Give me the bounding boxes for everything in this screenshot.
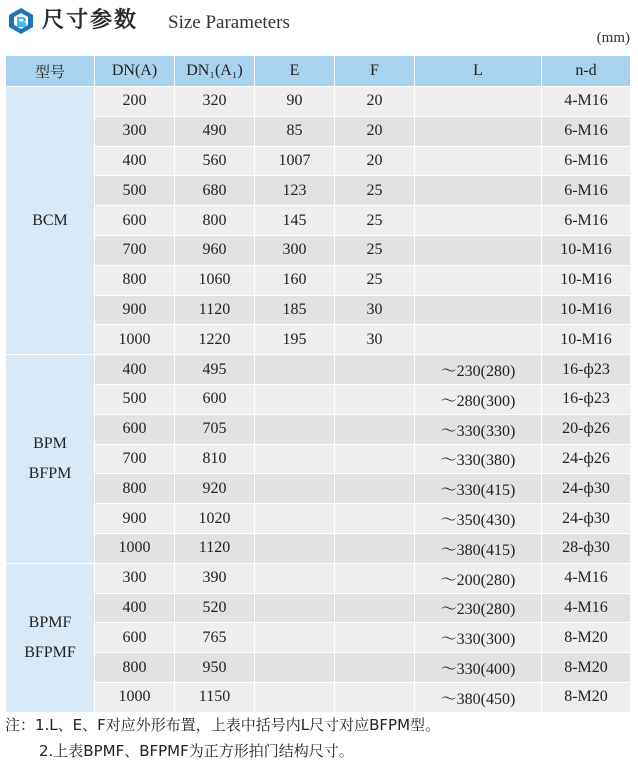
table-cell: 700	[95, 235, 175, 265]
table-cell: 520	[175, 593, 255, 623]
table-cell: 1150	[175, 682, 255, 712]
note-line-2: 2.上表BPMF、BFPMF为正方形拍门结构尺寸。	[39, 742, 354, 760]
note-line-1: 注：1.L、E、F对应外形布置，上表中括号内L尺寸对应BFPM型。	[5, 716, 441, 734]
column-header: 型号	[6, 56, 95, 87]
table-cell: 1020	[175, 504, 255, 534]
table-header-row	[6, 56, 631, 87]
table-cell: 10-M16	[542, 235, 631, 265]
table-cell	[255, 593, 335, 623]
table-cell: 6-M16	[542, 146, 631, 176]
table-cell: ～380(450)	[415, 682, 542, 712]
brand-logo-icon	[6, 6, 36, 36]
model-cell	[6, 563, 95, 712]
table-cell: 1220	[175, 325, 255, 355]
table-cell: ～380(415)	[415, 533, 542, 563]
column-header: n-d	[542, 56, 631, 87]
table-cell	[255, 384, 335, 414]
table-row	[6, 504, 631, 534]
table-cell: 400	[95, 593, 175, 623]
table-cell: 24-ф26	[542, 444, 631, 474]
table-cell: 400	[95, 146, 175, 176]
table-cell: 490	[175, 116, 255, 146]
notes	[5, 712, 440, 764]
title-chinese: 尺寸参数	[42, 8, 139, 33]
table-cell	[335, 384, 415, 414]
table-cell: 810	[175, 444, 255, 474]
table-cell: 300	[95, 563, 175, 593]
table-cell	[335, 533, 415, 563]
table-cell: 185	[255, 295, 335, 325]
section-header	[6, 4, 632, 38]
table-cell: 30	[335, 325, 415, 355]
model-name: BFPM	[28, 464, 72, 482]
table-row	[6, 176, 631, 206]
table-row	[6, 206, 631, 236]
table-cell: 400	[95, 355, 175, 385]
table-cell: 8-M20	[542, 653, 631, 683]
table-cell: 4-M16	[542, 593, 631, 623]
table-cell: 960	[175, 235, 255, 265]
column-header: L	[415, 56, 542, 87]
table-cell: 800	[95, 653, 175, 683]
table-cell: 600	[95, 623, 175, 653]
table-cell: 145	[255, 206, 335, 236]
table-cell	[255, 563, 335, 593]
table-cell	[335, 623, 415, 653]
table-cell	[255, 653, 335, 683]
table-cell: 1000	[95, 533, 175, 563]
table-cell: ～230(280)	[415, 593, 542, 623]
column-header: F	[335, 56, 415, 87]
table-cell: 765	[175, 623, 255, 653]
table-cell: 500	[95, 384, 175, 414]
table-cell: 600	[95, 206, 175, 236]
table-cell	[415, 206, 542, 236]
table-cell	[335, 504, 415, 534]
table-cell: 680	[175, 176, 255, 206]
table-cell	[255, 682, 335, 712]
table-cell: ～350(430)	[415, 504, 542, 534]
table-cell: 6-M16	[542, 116, 631, 146]
table-cell	[255, 444, 335, 474]
table-cell: ～330(400)	[415, 653, 542, 683]
title-english: Size Parameters	[168, 12, 290, 33]
model-name: BFPMF	[24, 643, 76, 661]
table-cell	[335, 474, 415, 504]
table-row	[6, 444, 631, 474]
table-cell: 123	[255, 176, 335, 206]
table-cell	[255, 414, 335, 444]
table-cell: 800	[175, 206, 255, 236]
table-row	[6, 653, 631, 683]
table-row	[6, 116, 631, 146]
table-cell: 320	[175, 87, 255, 117]
table-cell: 10-M16	[542, 295, 631, 325]
table-cell: 300	[95, 116, 175, 146]
table-row	[6, 384, 631, 414]
table-row	[6, 682, 631, 712]
table-cell	[335, 593, 415, 623]
table-row	[6, 355, 631, 385]
table-cell: ～330(415)	[415, 474, 542, 504]
table-cell	[335, 563, 415, 593]
table-cell: ～330(330)	[415, 414, 542, 444]
table-cell: 160	[255, 265, 335, 295]
table-cell: 25	[335, 176, 415, 206]
table-cell: 950	[175, 653, 255, 683]
table-cell: 600	[175, 384, 255, 414]
table-cell: 1007	[255, 146, 335, 176]
table-cell: 705	[175, 414, 255, 444]
table-cell: 85	[255, 116, 335, 146]
table-cell	[255, 623, 335, 653]
table-cell	[415, 295, 542, 325]
table-row	[6, 146, 631, 176]
table-cell: 195	[255, 325, 335, 355]
table-cell: 1000	[95, 325, 175, 355]
table-cell: 1060	[175, 265, 255, 295]
model-name: BPM	[33, 434, 67, 452]
table-cell: 20-ф26	[542, 414, 631, 444]
column-header: DN₁(A₁)	[175, 56, 255, 87]
table-cell: 24-ф30	[542, 474, 631, 504]
table-cell: 90	[255, 87, 335, 117]
table-row	[6, 474, 631, 504]
table-row	[6, 563, 631, 593]
table-cell: 20	[335, 116, 415, 146]
table-cell: 25	[335, 235, 415, 265]
table-row	[6, 623, 631, 653]
table-cell: ～200(280)	[415, 563, 542, 593]
table-cell: 900	[95, 295, 175, 325]
table-cell: 6-M16	[542, 206, 631, 236]
table-cell: 24-ф30	[542, 504, 631, 534]
table-cell: ～280(300)	[415, 384, 542, 414]
column-header: E	[255, 56, 335, 87]
table-row	[6, 414, 631, 444]
table-row	[6, 87, 631, 117]
table-cell: 8-M20	[542, 682, 631, 712]
table-cell: 16-ф23	[542, 384, 631, 414]
table-cell	[335, 682, 415, 712]
table-cell: 20	[335, 146, 415, 176]
table-cell: 700	[95, 444, 175, 474]
table-cell: 10-M16	[542, 265, 631, 295]
table-cell	[255, 504, 335, 534]
table-cell: 25	[335, 265, 415, 295]
table-cell: 800	[95, 265, 175, 295]
table-cell: 4-M16	[542, 563, 631, 593]
table-cell: 8-M20	[542, 623, 631, 653]
table-cell: 390	[175, 563, 255, 593]
table-row	[6, 533, 631, 563]
table-cell	[415, 235, 542, 265]
table-cell	[415, 176, 542, 206]
table-cell	[415, 325, 542, 355]
table-cell	[335, 653, 415, 683]
table-cell	[335, 444, 415, 474]
table-cell: 300	[255, 235, 335, 265]
table-cell	[335, 414, 415, 444]
table-cell: 1000	[95, 682, 175, 712]
table-cell: 495	[175, 355, 255, 385]
table-cell	[415, 146, 542, 176]
table-cell: 200	[95, 87, 175, 117]
table-cell: 25	[335, 206, 415, 236]
table-cell: 560	[175, 146, 255, 176]
table-cell: ～330(380)	[415, 444, 542, 474]
table-row	[6, 325, 631, 355]
table-row	[6, 235, 631, 265]
model-cell	[6, 355, 95, 564]
size-parameters-table	[5, 55, 631, 713]
table-cell: 1120	[175, 533, 255, 563]
table-cell: 800	[95, 474, 175, 504]
table-cell	[255, 355, 335, 385]
table-cell: ～230(280)	[415, 355, 542, 385]
table-cell: 10-M16	[542, 325, 631, 355]
model-name: BCM	[32, 211, 68, 229]
unit-label: (mm)	[596, 30, 630, 46]
table-cell: 920	[175, 474, 255, 504]
table-cell: 1120	[175, 295, 255, 325]
table-cell: 30	[335, 295, 415, 325]
table-cell	[415, 116, 542, 146]
table-cell	[415, 87, 542, 117]
model-cell	[6, 87, 95, 355]
table-cell: 16-ф23	[542, 355, 631, 385]
table-cell: 4-M16	[542, 87, 631, 117]
table-cell: 28-ф30	[542, 533, 631, 563]
model-name: BPMF	[28, 613, 72, 631]
table-row	[6, 593, 631, 623]
table-cell: ～330(300)	[415, 623, 542, 653]
table-cell: 600	[95, 414, 175, 444]
column-header: DN(A)	[95, 56, 175, 87]
table-cell: 500	[95, 176, 175, 206]
table-cell: 20	[335, 87, 415, 117]
table-row	[6, 265, 631, 295]
table-row	[6, 295, 631, 325]
table-cell	[255, 474, 335, 504]
table-cell: 6-M16	[542, 176, 631, 206]
table-cell: 900	[95, 504, 175, 534]
table-cell	[335, 355, 415, 385]
table-cell	[415, 265, 542, 295]
table-cell	[255, 533, 335, 563]
